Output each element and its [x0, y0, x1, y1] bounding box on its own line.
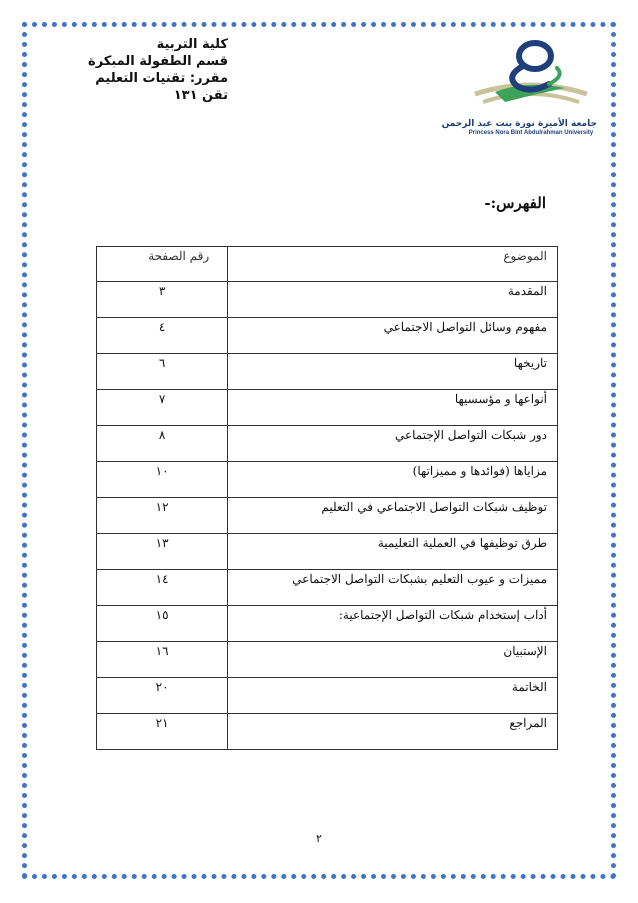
row-topic: المراجع: [228, 714, 558, 750]
row-topic: الإستبيان: [228, 642, 558, 678]
row-topic: المقدمة: [228, 282, 558, 318]
row-page: ٨: [97, 426, 228, 462]
row-topic: تاريخها: [228, 354, 558, 390]
row-topic: توظيف شبكات التواصل الاجتماعي في التعليم: [228, 498, 558, 534]
row-page: ١٣: [97, 534, 228, 570]
table-header-row: [97, 247, 558, 282]
row-topic: طرق توظيفها في العملية التعليمية: [228, 534, 558, 570]
course-code: تقن ١٣١: [173, 88, 228, 103]
document-header: [88, 36, 228, 104]
header-page: رقم الصفحة: [97, 247, 228, 282]
row-page: ٦: [97, 354, 228, 390]
course-name: مقرر: تقنيات التعليم: [95, 71, 228, 86]
college-name: كلية التربية: [156, 37, 228, 52]
table-row: [97, 606, 558, 642]
row-topic: مميزات و عيوب التعليم بشبكات التواصل الاجتماعي: [228, 570, 558, 606]
row-topic: أنواعها و مؤسسيها: [228, 390, 558, 426]
department-name: قسم الطفولة المبكرة: [88, 54, 228, 69]
table-row: [97, 390, 558, 426]
row-topic: دور شبكات التواصل الإجتماعي: [228, 426, 558, 462]
table-row: [97, 498, 558, 534]
table-row: [97, 354, 558, 390]
table-row: [97, 642, 558, 678]
row-page: ١٤: [97, 570, 228, 606]
row-page: ١٦: [97, 642, 228, 678]
row-page: ٣: [97, 282, 228, 318]
row-page: ١٠: [97, 462, 228, 498]
header-topic: الموضوع: [228, 247, 558, 282]
row-topic: أداب إستخدام شبكات التواصل الإجتماعية:: [228, 606, 558, 642]
row-page: ٢٠: [97, 678, 228, 714]
university-logo-icon: [465, 36, 597, 116]
table-row: [97, 426, 558, 462]
row-topic: مزاياها (فوائدها و مميزاتها): [228, 462, 558, 498]
row-topic: الخاتمة: [228, 678, 558, 714]
table-row: [97, 714, 558, 750]
page-number: ٢: [316, 832, 322, 845]
row-page: ٢١: [97, 714, 228, 750]
table-row: [97, 318, 558, 354]
logo-arabic-name: جامعة الأميرة نورة بنت عبد الرحمن: [441, 119, 597, 129]
index-title: الفهرس:-: [484, 194, 546, 212]
table-of-contents: [96, 246, 558, 750]
row-page: ١٢: [97, 498, 228, 534]
row-page: ٤: [97, 318, 228, 354]
university-logo: [441, 36, 597, 144]
table-row: [97, 462, 558, 498]
logo-english-name: Princess Nora Bint Abdulrahman University: [468, 130, 594, 136]
table-row: [97, 534, 558, 570]
row-page: ٧: [97, 390, 228, 426]
table-row: [97, 570, 558, 606]
row-page: ١٥: [97, 606, 228, 642]
table-row: [97, 282, 558, 318]
row-topic: مفهوم وسائل التواصل الاجتماعي: [228, 318, 558, 354]
table-row: [97, 678, 558, 714]
